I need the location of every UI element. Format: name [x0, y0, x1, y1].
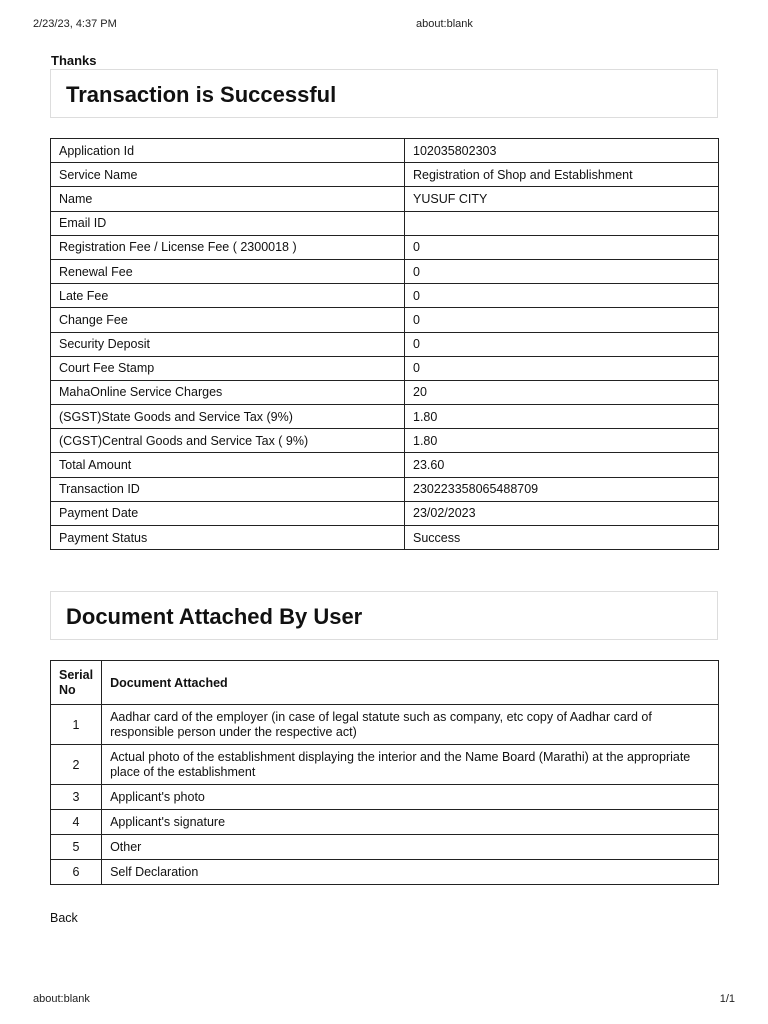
- detail-value: 0: [405, 284, 719, 308]
- table-row: [51, 235, 719, 259]
- table-row: [51, 139, 719, 163]
- table-row: [51, 259, 719, 283]
- table-row: [51, 745, 719, 785]
- document-name: Actual photo of the establishment displaying the interior and the Name Board (Marathi) at the appropriate place of the establishment: [102, 745, 719, 785]
- detail-label: MahaOnline Service Charges: [51, 380, 405, 404]
- detail-label: Email ID: [51, 211, 405, 235]
- detail-label: Change Fee: [51, 308, 405, 332]
- detail-label: Court Fee Stamp: [51, 356, 405, 380]
- document-attached-header: Document Attached: [102, 661, 719, 705]
- back-link[interactable]: Back: [50, 911, 78, 925]
- detail-label: Registration Fee / License Fee ( 2300018 ): [51, 235, 405, 259]
- detail-value: 0: [405, 356, 719, 380]
- table-row: [51, 356, 719, 380]
- table-row: [51, 860, 719, 885]
- table-row: [51, 785, 719, 810]
- transaction-details-table: [50, 138, 719, 550]
- table-row: [51, 477, 719, 501]
- document-name: Self Declaration: [102, 860, 719, 885]
- serial-no: 4: [51, 810, 102, 835]
- detail-label: Application Id: [51, 139, 405, 163]
- print-datetime: 2/23/23, 4:37 PM: [33, 18, 117, 30]
- detail-label: Renewal Fee: [51, 259, 405, 283]
- detail-label: Service Name: [51, 163, 405, 187]
- detail-label: Late Fee: [51, 284, 405, 308]
- detail-label: Security Deposit: [51, 332, 405, 356]
- detail-value: 23.60: [405, 453, 719, 477]
- serial-no: 3: [51, 785, 102, 810]
- table-row: [51, 835, 719, 860]
- table-row: [51, 526, 719, 550]
- detail-label: Transaction ID: [51, 477, 405, 501]
- detail-value: [405, 211, 719, 235]
- detail-value: 0: [405, 259, 719, 283]
- serial-no: 5: [51, 835, 102, 860]
- table-row: [51, 211, 719, 235]
- detail-value: 1.80: [405, 405, 719, 429]
- table-row: [51, 332, 719, 356]
- detail-label: Total Amount: [51, 453, 405, 477]
- detail-value: Success: [405, 526, 719, 550]
- print-footer-url: about:blank: [33, 993, 90, 1005]
- table-row: [51, 405, 719, 429]
- table-row: [51, 163, 719, 187]
- detail-value: 0: [405, 308, 719, 332]
- print-header-url: about:blank: [416, 18, 473, 30]
- table-row: [51, 810, 719, 835]
- detail-value: 102035802303: [405, 139, 719, 163]
- documents-panel: [50, 591, 718, 640]
- table-row: [51, 284, 719, 308]
- serial-no: 2: [51, 745, 102, 785]
- detail-value: YUSUF CITY: [405, 187, 719, 211]
- detail-value: 23/02/2023: [405, 501, 719, 525]
- detail-value: 230223358065488709: [405, 477, 719, 501]
- detail-value: Registration of Shop and Establishment: [405, 163, 719, 187]
- detail-value: 20: [405, 380, 719, 404]
- detail-value: 1.80: [405, 429, 719, 453]
- document-name: Aadhar card of the employer (in case of legal statute such as company, etc copy of Aadhar card of responsible person under the respective act): [102, 705, 719, 745]
- serial-no: 1: [51, 705, 102, 745]
- table-row: [51, 380, 719, 404]
- serial-no: 6: [51, 860, 102, 885]
- success-heading: Transaction is Successful: [66, 82, 337, 107]
- table-row: [51, 501, 719, 525]
- serial-no-header: Serial No: [51, 661, 102, 705]
- thanks-label: Thanks: [51, 53, 97, 68]
- document-name: Applicant's photo: [102, 785, 719, 810]
- table-header-row: [51, 661, 719, 705]
- table-row: [51, 187, 719, 211]
- detail-label: Name: [51, 187, 405, 211]
- success-panel: [50, 69, 718, 118]
- document-name: Applicant's signature: [102, 810, 719, 835]
- table-row: [51, 453, 719, 477]
- detail-label: Payment Date: [51, 501, 405, 525]
- detail-label: (SGST)State Goods and Service Tax (9%): [51, 405, 405, 429]
- documents-table: [50, 660, 719, 885]
- documents-heading: Document Attached By User: [66, 604, 363, 629]
- table-row: [51, 429, 719, 453]
- detail-value: 0: [405, 332, 719, 356]
- detail-label: (CGST)Central Goods and Service Tax ( 9%): [51, 429, 405, 453]
- document-name: Other: [102, 835, 719, 860]
- page-number: 1/1: [719, 993, 735, 1005]
- table-row: [51, 308, 719, 332]
- detail-value: 0: [405, 235, 719, 259]
- table-row: [51, 705, 719, 745]
- detail-label: Payment Status: [51, 526, 405, 550]
